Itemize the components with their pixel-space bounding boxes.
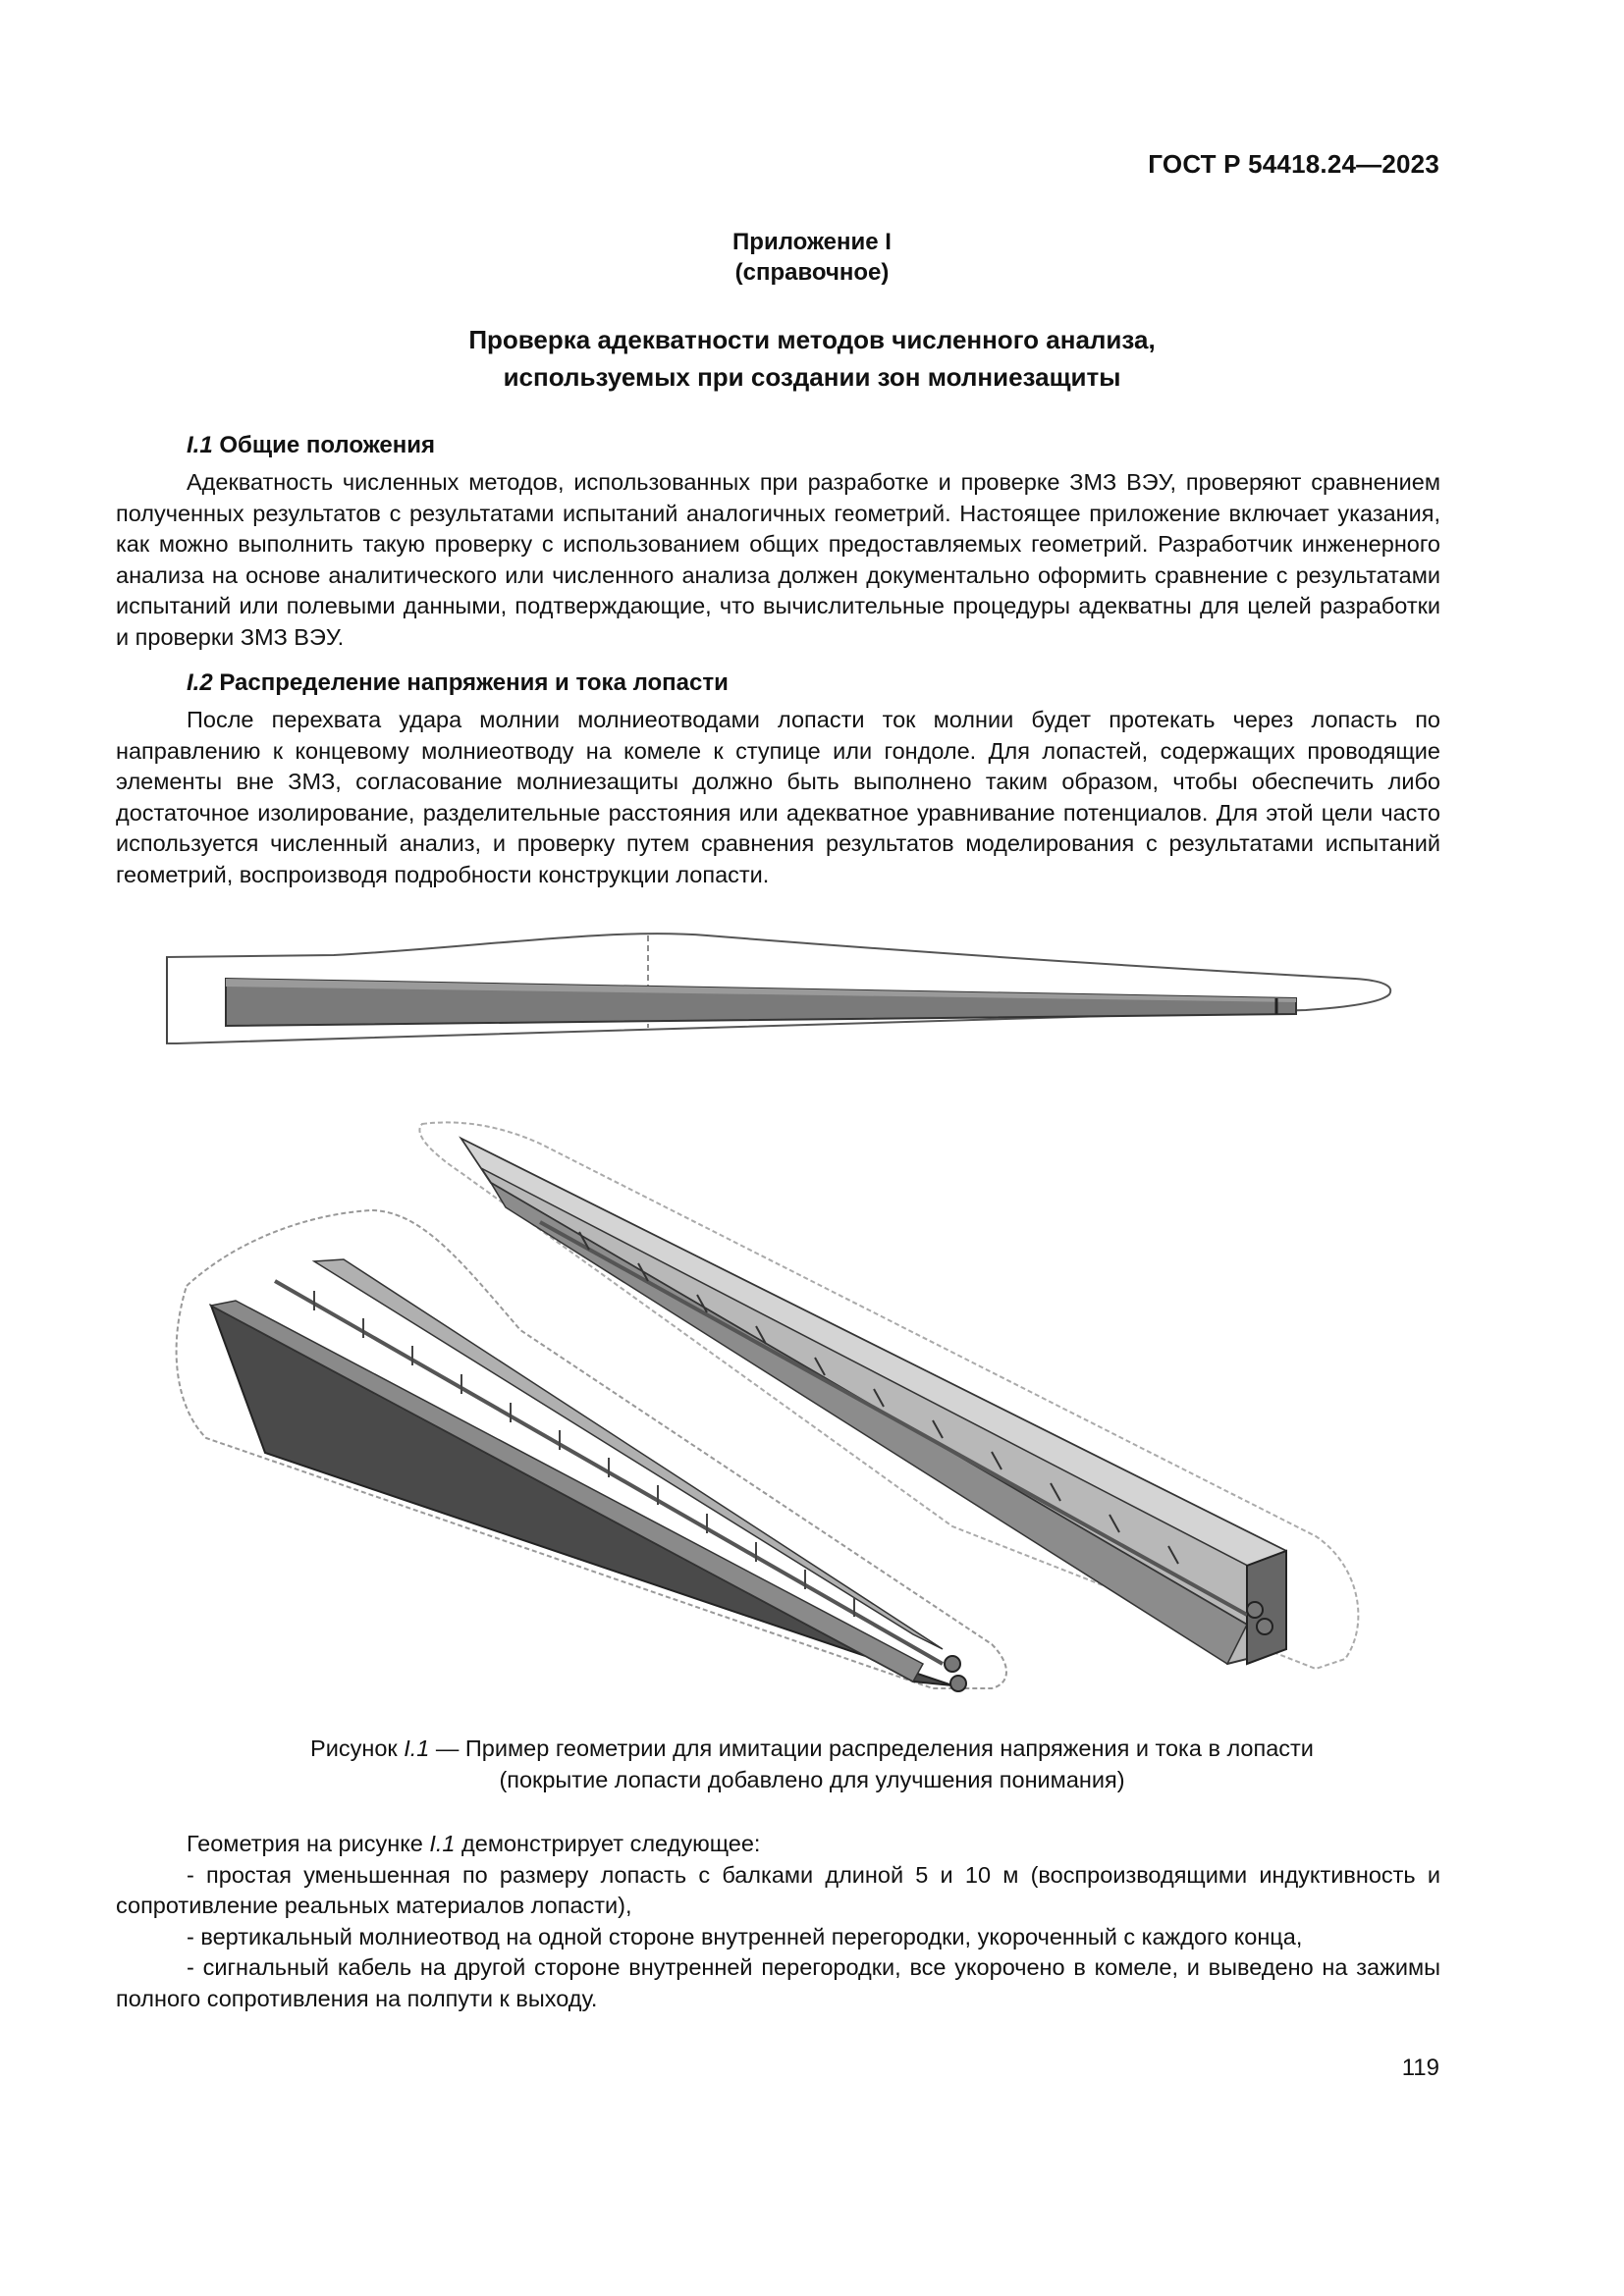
section-title: Распределение напряжения и тока лопасти <box>219 669 729 696</box>
intro-suffix: демонстрирует следующее: <box>461 1831 761 1856</box>
blade-top-view-figure <box>157 918 1404 1055</box>
figure-reference: I.1 <box>429 1831 456 1856</box>
section-heading-i2 <box>187 669 729 697</box>
section-number: I.1 <box>187 432 213 458</box>
section-number: I.2 <box>187 669 213 696</box>
annex-title-line-1: Проверка адекватности методов численного анализа, <box>468 325 1156 354</box>
intro-prefix: Геометрия на рисунке <box>187 1831 423 1856</box>
list-item: - простая уменьшенная по размеру лопасть с балками длиной 5 и 10 м (воспроизводящими индуктивность и сопротивление реальных материалов лопасти), <box>116 1861 1440 1918</box>
paragraph-distribution: После перехвата удара молнии молниеотводами лопасти ток молнии будет протекать через лопасть по направлению к концевому молниеотводу на комеле к ступице или гондоле. Для лопастей, содержащих проводящие элементы вне ЗМЗ, согласование молниезащиты должно быть выполнено таким образом, чтобы обеспечить либо достаточное изолирование, разделительные расстояния или адекватное уравнивание потенциалов. Для этой цели часто используется численный анализ, и проверку путем сравнения результатов моделирования с результатами испытаний геометрий, воспроизводя подробности конструкции лопасти. <box>116 707 1440 887</box>
annex-label-text: Приложение I <box>732 229 892 255</box>
list-item: - вертикальный молниеотвод на одной стороне внутренней перегородки, укороченный с каждого конца, <box>187 1923 1303 1949</box>
demonstration-list <box>116 1829 1440 2014</box>
page-number: 119 <box>1401 2055 1439 2081</box>
figure-number: I.1 <box>404 1735 430 1761</box>
annex-title <box>0 321 1624 396</box>
blade-perspective-figure <box>167 1114 1424 1703</box>
figure-caption-line-1 <box>0 1733 1624 1764</box>
figure-caption-prefix: Рисунок <box>310 1735 398 1761</box>
figure-caption-line-2: (покрытие лопасти добавлено для улучшения понимания) <box>499 1767 1125 1792</box>
section-heading-i1 <box>187 432 435 459</box>
figure-caption <box>0 1733 1624 1795</box>
standard-designation: ГОСТ Р 54418.24—2023 <box>1148 149 1439 179</box>
demonstration-intro <box>116 1829 1440 1860</box>
section-title: Общие положения <box>219 432 436 458</box>
annex-title-line-2: используемых при создании зон молниезащиты <box>503 362 1121 392</box>
list-item: - сигнальный кабель на другой стороне внутренней перегородки, все укорочено в комеле, и выведено на зажимы полного сопротивления на полпути к выходу. <box>116 1954 1440 2011</box>
figure-caption-text: — Пример геометрии для имитации распределения напряжения и тока в лопасти <box>435 1735 1314 1761</box>
annex-label <box>0 229 1624 256</box>
annex-kind: (справочное) <box>734 259 890 286</box>
paragraph-general: Адекватность численных методов, использованных при разработке и проверке ЗМЗ ВЭУ, проверяют сравнением полученных результатов с результатами испытаний аналогичных геометрий. Настоящее приложение включает указания, как можно выполнить такую проверку с использованием общих предоставляемых геометрий. Разработчик инженерного анализа на основе аналитического или численного анализа должен документально оформить сравнение с результатами испытаний или полевыми данными, подтверждающие, что вычислительные процедуры адекватны для целей разработки и проверки ЗМЗ ВЭУ. <box>116 469 1440 650</box>
